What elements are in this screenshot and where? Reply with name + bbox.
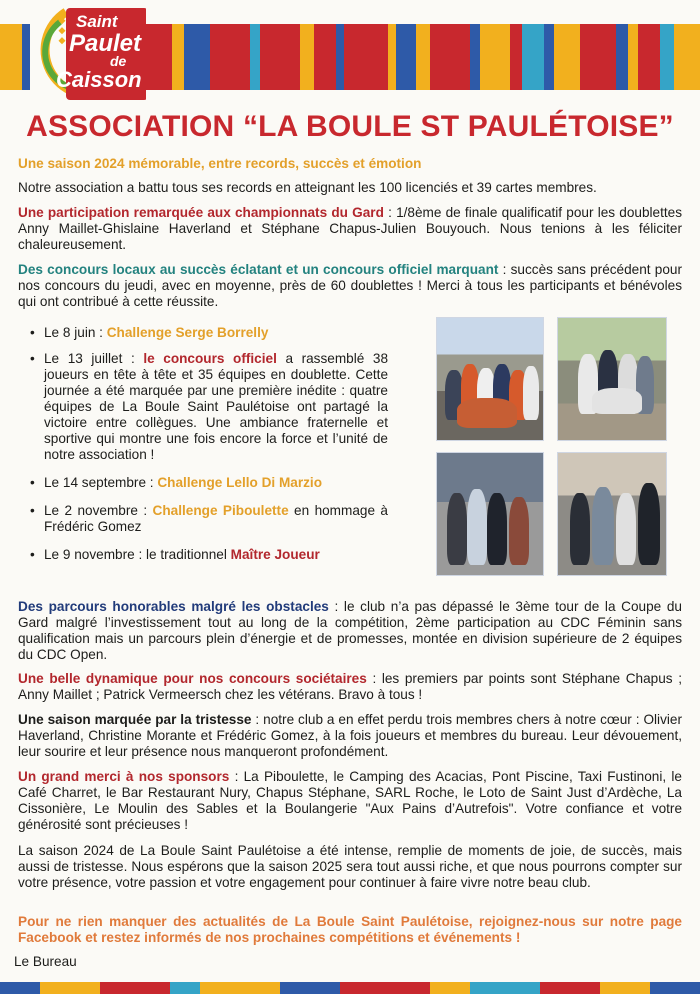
event-highlight: Challenge Piboulette [152, 503, 289, 518]
team-photo-2 [557, 317, 667, 441]
event-item: • Le 2 novembre : Challenge Piboulette en hommage à Frédéric Gomez [30, 503, 388, 535]
town-logo [26, 4, 146, 104]
events-list [30, 325, 388, 563]
sponsors-paragraph [18, 769, 682, 833]
event-highlight: Challenge Serge Borrelly [106, 325, 269, 340]
concours-heading: Des concours locaux au succès éclatant et un concours officiel marquant [18, 262, 499, 277]
tristesse-text: : notre club a en effet perdu trois membres chers à notre cœur : Olivier Haverland, Christine Morante et Frédéric Gomez, à la fois joueurs et membres du bureau. Leur dévouement, leur sourire et leur présence nous manqueront profondément. [18, 712, 682, 759]
decorative-stripes-bottom [0, 982, 700, 994]
logo-text-caisson: Caisson [56, 67, 142, 92]
concours-paragraph [18, 262, 682, 310]
logo-text-de: de [110, 53, 127, 69]
participation-text: : 1/8ème de finale qualificatif pour les doublettes Anny Maillet-Ghislaine Haverland et Stéphane Chapus-Julien Bouyouch. Nous tenions à les féliciter chaleureusement. [18, 205, 682, 252]
event-highlight: Challenge Lello Di Marzio [157, 475, 323, 490]
sponsors-heading: Un grand merci à nos sponsors [18, 769, 230, 784]
facebook-paragraph [18, 914, 682, 946]
parcours-heading: Des parcours honorables malgré les obstacles [18, 599, 329, 614]
intro-paragraph: Notre association a battu tous ses records en atteignant les 100 licenciés et 39 cartes membres. [18, 180, 597, 195]
parcours-text: : le club n’a pas dépassé le 3ème tour de la Coupe du Gard malgré l’investissement tout au long de la compétition, 2ème participation au CDC Féminin sans qualification mais un parcours plein d’énergie et de promesses, montée en division supérieure de 2 équipes du CDC Open. [18, 599, 682, 662]
tristesse-paragraph [18, 712, 682, 760]
subtitle-text: Une saison 2024 mémorable, entre records, succès et émotion [18, 156, 422, 171]
dynamique-heading: Une belle dynamique pour nos concours sociétaires [18, 671, 367, 686]
conclusion-paragraph: La saison 2024 de La Boule Saint Paulétoise a été intense, remplie de moments de joie, de succès, mais aussi de tristesse. Nous espérons que la saison 2025 sera tout aussi riche, et que nous pourrons compter sur votre présence, votre passion et votre engagement pour continuer à faire vivre notre beau club. [18, 843, 682, 890]
event-highlight: Maître Joueur [230, 547, 320, 562]
concours-text: : succès sans précédent pour nos concours du jeudi, avec en moyenne, près de 60 doublettes ! Merci à tous les participants et bénévoles qui ont contribué à cette réussite. [18, 262, 682, 309]
dynamique-paragraph [18, 671, 682, 703]
page-title: ASSOCIATION “LA BOULE ST PAULÉTOISE” [26, 110, 674, 143]
facebook-text: Pour ne rien manquer des actualités de La Boule Saint Paulétoise, rejoignez-nous sur notre page Facebook et restez informés de nos prochaines compétitions et événements ! [18, 914, 682, 945]
participation-paragraph [18, 205, 682, 253]
signature: Le Bureau [14, 954, 77, 969]
event-item: • Le 13 juillet : le concours officiel a rassemblé 38 joueurs en tête à tête et 35 équipes en doublette. Cette journée a été marquée par une première inédite : quatre équipes de La Boule Saint Paulétoise ont partagé la victoire entre collègues. Une ambiance fraternelle et sportive qui montre une fois encore la force et l’unité de notre association ! [30, 351, 388, 463]
dynamique-text: : les premiers par points sont Stéphane Chapus ; Anny Maillet ; Patrick Vermeersch chez les vétérans. Bravo à tous ! [18, 671, 682, 702]
subtitle [18, 156, 682, 172]
logo-text-paulet: Paulet [69, 30, 142, 57]
team-photo-1 [436, 317, 544, 441]
event-item: • Le 14 septembre : Challenge Lello Di Marzio [30, 475, 388, 491]
logo-text-saint: Saint [76, 12, 118, 31]
event-item: • Le 8 juin : Challenge Serge Borrelly [30, 325, 388, 341]
participation-heading: Une participation remarquée aux championnats du Gard [18, 205, 384, 220]
photo-collage [427, 315, 675, 587]
sponsors-text: : La Piboulette, le Camping des Acacias, Pont Piscine, Taxi Fustinoni, le Café Charret, le Bar Restaurant Nury, Chapus Stéphane, SARL Roche, le Loto de Saint Just d’Ardèche, La Cissonière, Le Moulin des Sables et la Boulangerie "Aux Pains d’Autrefois". Votre confiance et votre générosité sont précieuses ! [18, 769, 682, 832]
team-photo-4 [557, 452, 667, 576]
team-photo-3 [436, 452, 544, 576]
event-highlight: le concours officiel [143, 351, 277, 366]
event-item: • Le 9 novembre : le traditionnel Maître Joueur [30, 547, 388, 563]
tristesse-heading: Une saison marquée par la tristesse [18, 712, 252, 727]
parcours-paragraph [18, 599, 682, 663]
